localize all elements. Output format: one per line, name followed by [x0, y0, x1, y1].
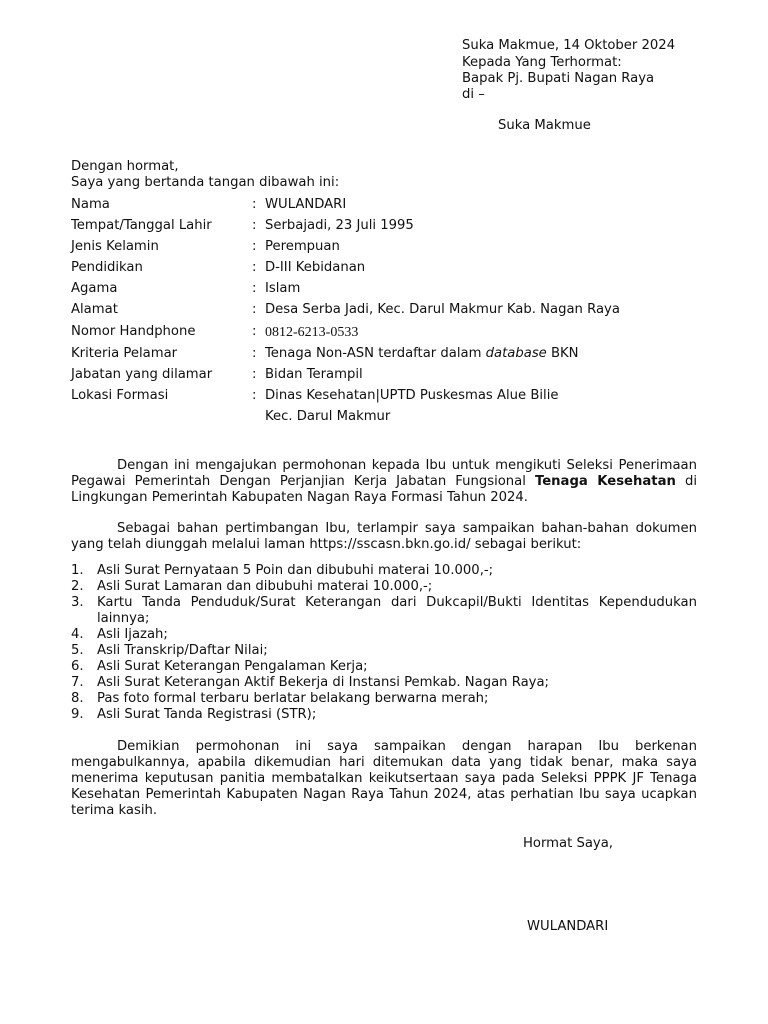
- recipient-city: Suka Makmue: [498, 118, 591, 133]
- list-text: Asli Ijazah;: [97, 627, 168, 642]
- identity-row: [0, 218, 768, 238]
- list-number: 9.: [71, 707, 84, 722]
- identity-value: Kec. Darul Makmur: [265, 409, 391, 424]
- list-text: Asli Surat Keterangan Pengalaman Kerja;: [97, 659, 368, 674]
- identity-colon: :: [252, 197, 257, 212]
- list-text: Asli Surat Pernyataan 5 Poin dan dibubuhi materai 10.000,-;: [97, 563, 494, 578]
- identity-row: [0, 197, 768, 217]
- paragraph-text: Dengan ini mengajukan permohonan kepada Ibu untuk mengikuti Seleksi Penerimaan Pegawai Pemerintah Dengan Perjanjian Kerja Jabatan Fungsional: [71, 458, 697, 489]
- identity-row: [0, 367, 768, 387]
- identity-label: Nama: [71, 197, 110, 212]
- identity-colon: :: [252, 218, 257, 233]
- value-text: Tenaga Non-ASN terdaftar dalam: [265, 346, 486, 361]
- identity-value: Desa Serba Jadi, Kec. Darul Makmur Kab. Nagan Raya: [265, 302, 620, 317]
- identity-colon: :: [252, 346, 257, 361]
- identity-value: Dinas Kesehatan|UPTD Puskesmas Alue Bilie: [265, 388, 559, 403]
- identity-label: Pendidikan: [71, 260, 143, 275]
- identity-value: Serbajadi, 23 Juli 1995: [265, 218, 414, 233]
- identity-value: Perempuan: [265, 239, 340, 254]
- list-text: Kartu Tanda Penduduk/Surat Keterangan dari Dukcapil/Bukti Identitas Kependudukan lainnya;: [97, 595, 697, 626]
- value-emphasis: database: [485, 346, 547, 361]
- identity-colon: :: [252, 260, 257, 275]
- identity-row: [0, 260, 768, 280]
- list-number: 5.: [71, 643, 84, 658]
- list-number: 2.: [71, 579, 84, 594]
- paragraph-text: Sebagai bahan pertimbangan Ibu, terlampir saya sampaikan bahan-bahan dokumen yang telah diunggah melalui laman https://sscasn.bkn.go.id/ sebagai berikut:: [71, 521, 697, 552]
- identity-label: Jabatan yang dilamar: [71, 367, 213, 382]
- list-text: Asli Surat Keterangan Aktif Bekerja di Instansi Pemkab. Nagan Raya;: [97, 675, 549, 690]
- identity-colon: :: [252, 388, 257, 403]
- paragraph-text: Demikian permohonan ini saya sampaikan dengan harapan Ibu berkenan mengabulkannya, apabila dikemudian hari ditemukan data yang tidak benar, maka saya menerima keputusan panitia membatalkan keikutsertaan saya pada Seleksi PPPK JF Tenaga Kesehatan Pemerintah Kabupaten Nagan Raya Tahun 2024, atas perhatian Ibu saya ucapkan terima kasih.: [71, 739, 697, 818]
- list-text: Asli Surat Tanda Registrasi (STR);: [97, 707, 317, 722]
- list-number: 6.: [71, 659, 84, 674]
- paragraph-application: [71, 458, 697, 506]
- signature-regards: Hormat Saya,: [523, 836, 613, 851]
- identity-label: Kriteria Pelamar: [71, 346, 178, 361]
- recipient-name: Bapak Pj. Bupati Nagan Raya: [462, 71, 655, 86]
- list-text: Asli Surat Lamaran dan dibubuhi materai 10.000,-;: [97, 579, 433, 594]
- identity-colon: :: [252, 367, 257, 382]
- identity-value: Bidan Terampil: [265, 367, 363, 382]
- identity-label: Agama: [71, 281, 118, 296]
- list-number: 7.: [71, 675, 84, 690]
- paragraph-text: di Lingkungan Pemerintah Kabupaten Nagan Raya Formasi Tahun 2024.: [71, 474, 697, 505]
- identity-colon: :: [252, 239, 257, 254]
- identity-row-continued: [0, 409, 768, 429]
- identity-colon: :: [252, 302, 257, 317]
- identity-value: 0812-6213-0533: [265, 325, 359, 340]
- identity-value: [265, 346, 579, 361]
- identity-row: [0, 281, 768, 301]
- identity-label: Jenis Kelamin: [71, 239, 159, 254]
- list-number: 4.: [71, 627, 84, 642]
- identity-row: [0, 324, 768, 344]
- identity-colon: :: [252, 281, 257, 296]
- list-text: Pas foto formal terbaru berlatar belakang berwarna merah;: [97, 691, 489, 706]
- list-number: 1.: [71, 563, 84, 578]
- identity-row: [0, 239, 768, 259]
- identity-row: [0, 302, 768, 322]
- identity-row: [0, 346, 768, 366]
- identity-row: [0, 388, 768, 408]
- paragraph-closing: [71, 739, 697, 819]
- identity-label: Alamat: [71, 302, 118, 317]
- recipient-di: di –: [462, 87, 485, 102]
- list-number: 3.: [71, 595, 84, 610]
- letter-date: Suka Makmue, 14 Oktober 2024: [462, 38, 676, 53]
- identity-value: WULANDARI: [265, 197, 347, 212]
- salutation: Dengan hormat,: [71, 159, 179, 174]
- paragraph-bold: Tenaga Kesehatan: [534, 474, 676, 489]
- identity-label: Lokasi Formasi: [71, 388, 169, 403]
- identity-value: D-III Kebidanan: [265, 260, 366, 275]
- identity-value: Islam: [265, 281, 301, 296]
- list-text: Asli Transkrip/Daftar Nilai;: [97, 643, 268, 658]
- list-number: 8.: [71, 691, 84, 706]
- identity-colon: :: [252, 324, 257, 339]
- signature-name: WULANDARI: [527, 919, 609, 934]
- value-text: BKN: [546, 346, 579, 361]
- recipient-greeting: Kepada Yang Terhormat:: [462, 55, 622, 70]
- paragraph-attachments: [71, 521, 697, 553]
- identity-label: Nomor Handphone: [71, 324, 196, 339]
- identity-label: Tempat/Tanggal Lahir: [71, 218, 212, 233]
- intro-line: Saya yang bertanda tangan dibawah ini:: [71, 175, 340, 190]
